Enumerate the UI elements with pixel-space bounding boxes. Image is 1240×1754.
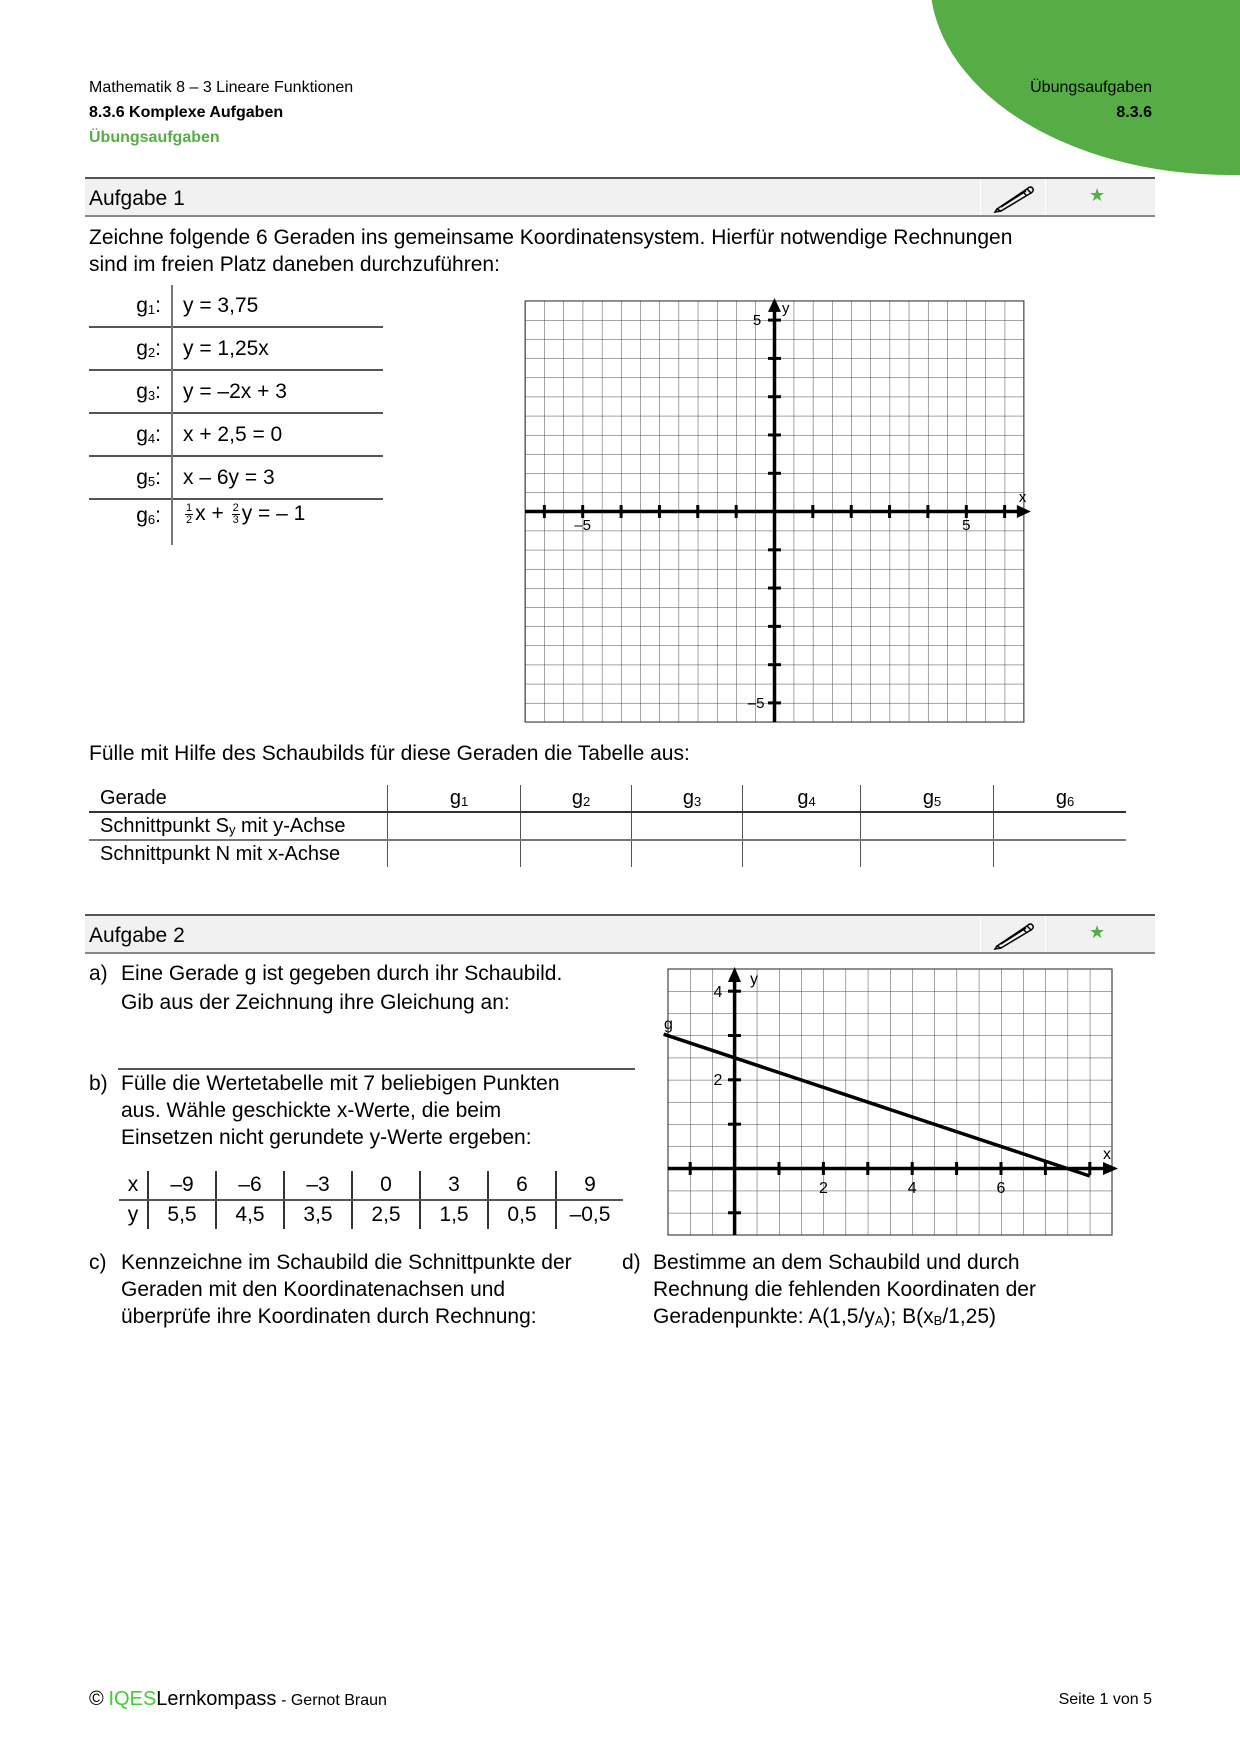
equation-row: $g_4$: x + 2,5 = 0 xyxy=(89,413,383,456)
answer-cell[interactable] xyxy=(632,840,743,867)
svg-text:–5: –5 xyxy=(574,516,591,534)
item-a-line2: Gib aus der Zeichnung ihre Gleichung an: xyxy=(121,991,510,1014)
header-gerade: Gerade xyxy=(89,785,388,812)
equation-g4: x + 2,5 = 0 xyxy=(172,413,383,456)
line-graph-task2 xyxy=(662,962,1122,1242)
svg-text:4: 4 xyxy=(713,984,723,1001)
svg-text:2: 2 xyxy=(713,1072,723,1089)
answer-cell[interactable] xyxy=(521,840,632,867)
item-b-label: b) xyxy=(89,1072,108,1095)
equation-g1: y = 3,75 xyxy=(183,293,259,317)
header-right-number: 8.3.6 xyxy=(1116,104,1152,121)
item-d-label: d) xyxy=(622,1251,641,1274)
header-right-label: Übungsaufgaben xyxy=(1030,79,1152,96)
value-table xyxy=(119,1171,623,1229)
fill-instruction: Fülle mit Hilfe des Schaubilds für diese Geraden die Tabelle aus: xyxy=(89,742,690,765)
footer-author: - Gernot Braun xyxy=(281,1692,387,1709)
svg-text:x: x xyxy=(1018,489,1027,507)
item-a-label: a) xyxy=(89,962,108,985)
svg-text:5: 5 xyxy=(962,516,971,534)
column-g1: $g_1$ xyxy=(388,785,521,812)
svg-text:5: 5 xyxy=(752,311,762,329)
item-b-line1: Fülle die Wertetabelle mit 7 beliebigen Punkten xyxy=(121,1072,560,1095)
svg-text:x: x xyxy=(1103,1146,1111,1163)
item-d-line1: Bestimme an dem Schaubild und durch xyxy=(653,1251,1020,1274)
row-label-sy: Schnittpunkt $S_y$ mit y-Achse xyxy=(89,812,388,840)
equations-table xyxy=(89,285,383,545)
row-label-n: Schnittpunkt N mit x-Achse xyxy=(100,842,341,865)
equation-g2: y = 1,25x xyxy=(172,327,383,370)
equation-g6: $\frac{1}{2}$ x + $\frac{2}{3}$ y = – 1 xyxy=(172,499,383,545)
task2-header xyxy=(85,914,1155,954)
pencil-icon xyxy=(993,183,1037,213)
column-g4: $g_4$ xyxy=(743,785,861,812)
copyright-icon: © xyxy=(89,1688,104,1710)
table-row xyxy=(89,812,1126,840)
item-b-line3: Einsetzen nicht gerundete y-Werte ergeben: xyxy=(121,1126,532,1149)
section-title: 8.3.6 Komplexe Aufgaben xyxy=(89,104,284,121)
task2-title: Aufgabe 2 xyxy=(89,924,185,947)
item-c-line2: Geraden mit den Koordinatenachsen und xyxy=(121,1278,506,1301)
intersection-table xyxy=(89,785,1126,867)
equation-row: $g_6$: $\frac{1}{2}$ x + $\frac{2}{3}$ y = – 1 xyxy=(89,499,383,545)
answer-cell[interactable] xyxy=(388,840,521,867)
footer-brand xyxy=(89,1688,387,1711)
task1-title: Aufgabe 1 xyxy=(89,187,185,210)
answer-cell[interactable] xyxy=(632,812,743,840)
answer-cell[interactable] xyxy=(994,840,1127,867)
equation-row: $g_3$: y = –2x + 3 xyxy=(89,370,383,413)
equation-g3: y = –2x + 3 xyxy=(172,370,383,413)
column-g6: $g_6$ xyxy=(994,785,1127,812)
item-b-line2: aus. Wähle geschickte x-Werte, die beim xyxy=(121,1099,502,1122)
task1-intro-line2: sind im freien Platz daneben durchzuführen: xyxy=(89,253,500,276)
star-icon: ★ xyxy=(1089,185,1106,205)
svg-text:2: 2 xyxy=(818,1180,828,1197)
coordinate-grid-task1 xyxy=(515,295,1035,730)
svg-text:g: g xyxy=(664,1016,673,1033)
item-d-line2: Rechnung die fehlenden Koordinaten der xyxy=(653,1278,1036,1301)
svg-text:y: y xyxy=(781,299,790,317)
item-c-line1: Kennzeichne im Schaubild die Schnittpunkte der xyxy=(121,1251,572,1274)
task1-intro-line1: Zeichne folgende 6 Geraden ins gemeinsame Koordinatensystem. Hierfür notwendige Rechnungen xyxy=(89,226,1013,249)
svg-text:4: 4 xyxy=(907,1180,917,1197)
answer-cell[interactable] xyxy=(994,812,1127,840)
value-row-y: y 5,5 4,5 3,5 2,5 1,5 0,5 –0,5 xyxy=(119,1200,623,1229)
pencil-icon xyxy=(993,920,1037,950)
item-d-line3: Geradenpunkte: $A(1,5/y_A)$; $B(x_B/1,25)$ xyxy=(653,1305,997,1328)
star-icon: ★ xyxy=(1089,922,1106,942)
column-g5: $g_5$ xyxy=(861,785,994,812)
section-subtitle: Übungsaufgaben xyxy=(89,129,220,146)
equation-row: $g_5$: x – 6y = 3 xyxy=(89,456,383,499)
table-header-row xyxy=(89,785,1126,812)
equation-row: $g_2$: y = 1,25x xyxy=(89,327,383,370)
equation-g5: x – 6y = 3 xyxy=(172,456,383,499)
equation-row: $g_1$: y = 3,75 xyxy=(89,285,383,327)
brand-lernkompass: Lernkompass xyxy=(156,1688,277,1710)
svg-text:y: y xyxy=(750,971,758,988)
item-a-line1: Eine Gerade g ist gegeben durch ihr Schaubild. xyxy=(121,962,563,985)
svg-text:–5: –5 xyxy=(747,695,765,713)
brand-iqes: IQES xyxy=(108,1688,157,1710)
item-c-line3: überprüfe ihre Koordinaten durch Rechnung: xyxy=(121,1305,537,1328)
column-g2: $g_2$ xyxy=(521,785,632,812)
course-title: Mathematik 8 – 3 Lineare Funktionen xyxy=(89,79,354,96)
answer-cell[interactable] xyxy=(743,840,861,867)
value-row-x: x –9 –6 –3 0 3 6 9 xyxy=(119,1171,623,1200)
answer-cell[interactable] xyxy=(521,812,632,840)
column-g3: $g_3$ xyxy=(632,785,743,812)
item-c-label: c) xyxy=(89,1251,107,1274)
page-number: Seite 1 von 5 xyxy=(1058,1691,1152,1708)
answer-cell[interactable] xyxy=(861,812,994,840)
svg-text:6: 6 xyxy=(996,1180,1006,1197)
answer-cell[interactable] xyxy=(743,812,861,840)
answer-cell[interactable] xyxy=(861,840,994,867)
answer-cell[interactable] xyxy=(388,812,521,840)
task1-header xyxy=(85,177,1155,217)
table-row xyxy=(89,840,1126,867)
